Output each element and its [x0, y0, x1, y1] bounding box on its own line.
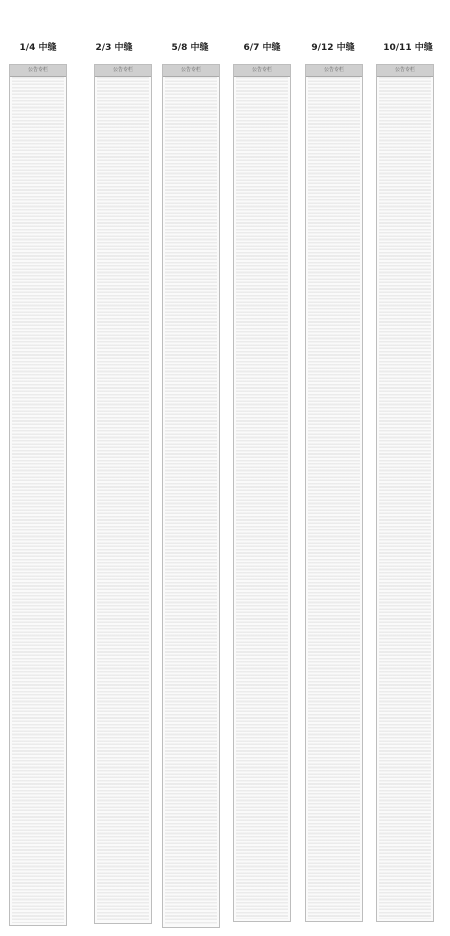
column-title-6: 10/11 中缝: [383, 43, 433, 53]
announcement-strip-3: [162, 64, 220, 928]
announcement-strip-4: [233, 64, 291, 922]
strip-header: 公告专栏: [95, 65, 151, 77]
strip-header: 公告专栏: [163, 65, 219, 77]
strip-header: 公告专栏: [234, 65, 290, 77]
strip-body-text: [165, 77, 217, 925]
strip-header: 公告专栏: [10, 65, 66, 77]
column-title-3: 5/8 中缝: [171, 43, 209, 53]
column-title-1: 1/4 中缝: [19, 43, 57, 53]
announcement-strip-2: [94, 64, 152, 924]
announcement-strip-1: [9, 64, 67, 926]
strip-body-text: [12, 77, 64, 923]
column-title-5: 9/12 中缝: [311, 43, 355, 53]
announcement-strip-5: [305, 64, 363, 922]
column-title-2: 2/3 中缝: [95, 43, 133, 53]
strip-header: 公告专栏: [306, 65, 362, 77]
announcement-strip-6: [376, 64, 434, 922]
strip-body-text: [236, 77, 288, 919]
column-title-4: 6/7 中缝: [243, 43, 281, 53]
strip-body-text: [379, 77, 431, 919]
strip-header: 公告专栏: [377, 65, 433, 77]
strip-body-text: [97, 77, 149, 921]
strip-body-text: [308, 77, 360, 919]
